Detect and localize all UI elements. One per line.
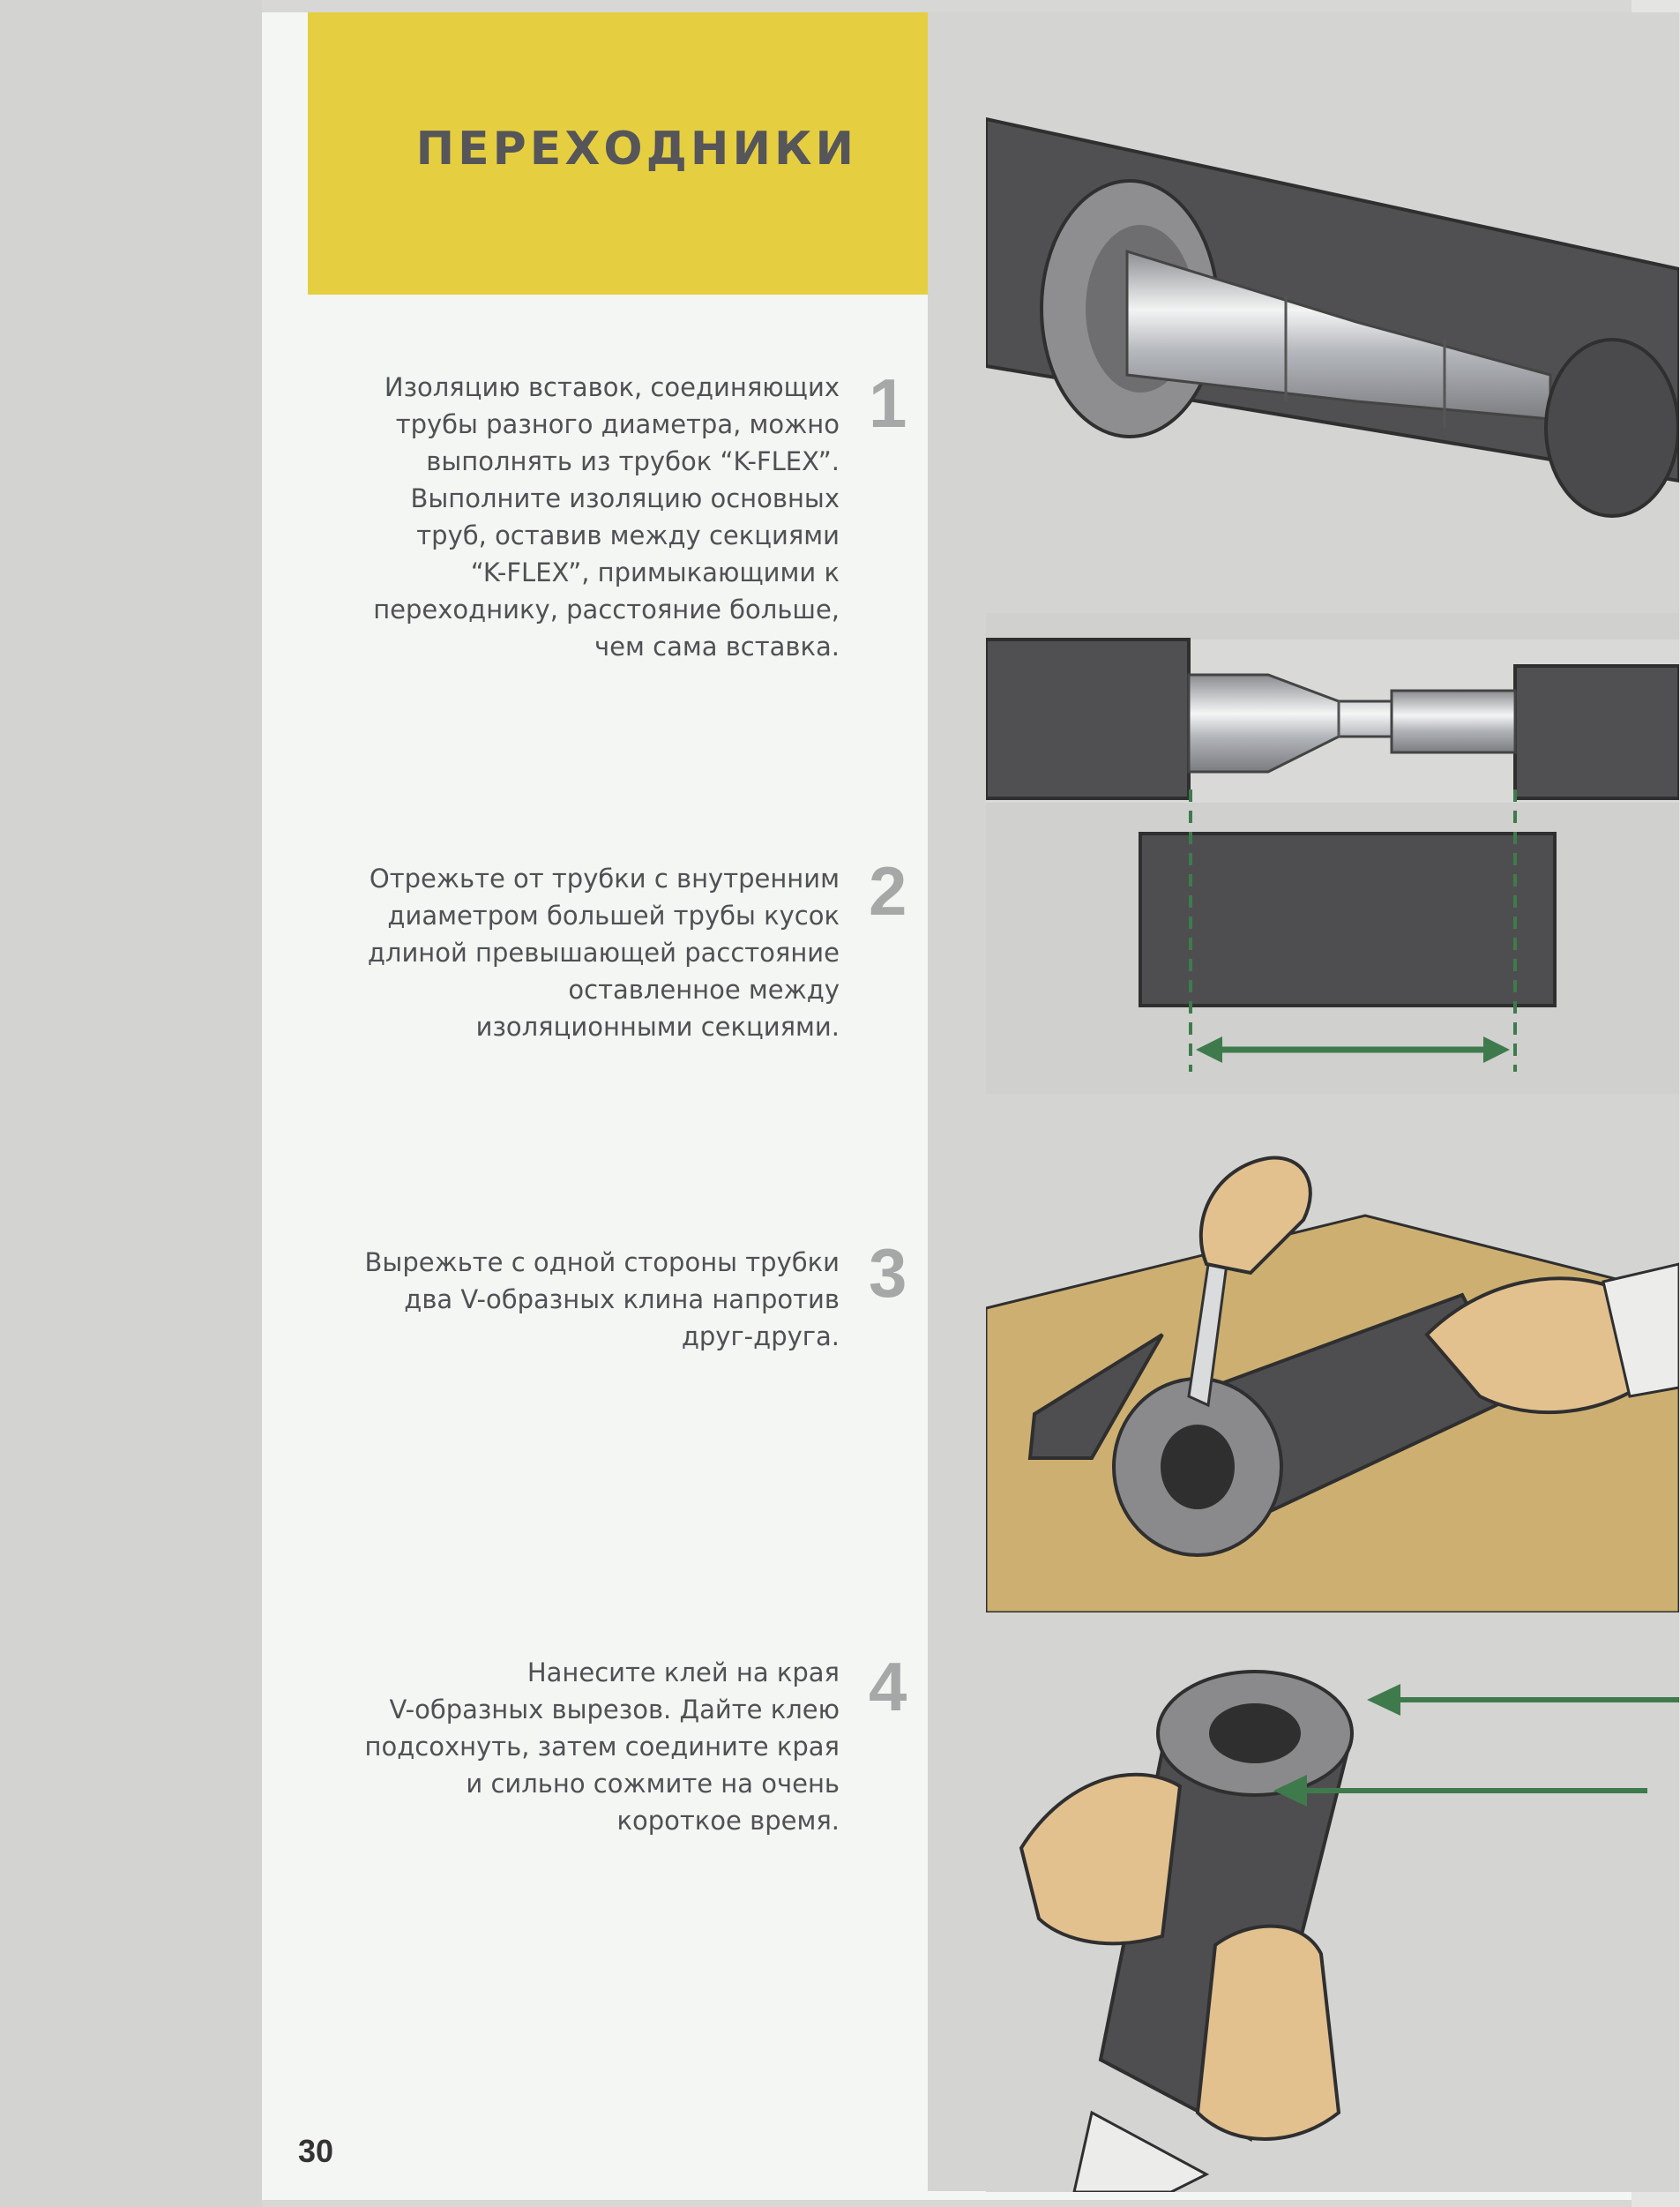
step-1-line: выполнять из трубок “K-FLEX”. bbox=[426, 446, 840, 476]
step-4-line: V-образных вырезов. Дайте клею bbox=[389, 1695, 840, 1724]
step-4-line: и сильно сожмите на очень bbox=[466, 1769, 840, 1799]
page-title: ПЕРЕХОДНИКИ bbox=[415, 123, 857, 176]
title-band bbox=[308, 12, 928, 295]
step-2-line: диаметром большей трубы кусок bbox=[387, 901, 840, 931]
step-3-line: Вырежьте с одной стороны трубки bbox=[364, 1247, 840, 1277]
step-2-line: Отрежьте от трубки с внутренним bbox=[369, 864, 840, 894]
step-4-number: 4 bbox=[869, 1648, 907, 1725]
figure-gluing-edges bbox=[986, 1654, 1679, 2192]
figure-cut-piece-measurement bbox=[986, 613, 1679, 1094]
step-1-line: Изоляцию вставок, соединяющих bbox=[384, 372, 840, 402]
left-margin-strip bbox=[0, 0, 262, 2207]
step-1-line: труб, оставив между секциями bbox=[416, 520, 840, 550]
step-1-number: 1 bbox=[869, 364, 907, 442]
step-2-line: оставленное между bbox=[568, 975, 840, 1005]
step-1-line: трубы разного диаметра, можно bbox=[395, 409, 840, 439]
step-2-number: 2 bbox=[869, 852, 907, 930]
step-2-line: изоляционными секциями. bbox=[475, 1012, 840, 1042]
step-3-line: друг-друга. bbox=[681, 1321, 840, 1351]
step-4-line: короткое время. bbox=[616, 1806, 840, 1836]
step-2-text bbox=[368, 860, 840, 1045]
figure-cutting-wedges bbox=[986, 1132, 1679, 1612]
step-4-line: Нанесите клей на края bbox=[526, 1657, 840, 1687]
step-3-line: два V-образных клина напротив bbox=[404, 1284, 840, 1314]
step-2-line: длиной превышающей расстояние bbox=[367, 938, 840, 968]
step-1-line: чем сама вставка. bbox=[594, 632, 840, 662]
step-1-line: переходнику, расстояние больше, bbox=[373, 595, 840, 625]
step-4-line: подсохнуть, затем соедините края bbox=[364, 1732, 840, 1762]
step-1-text bbox=[373, 369, 840, 665]
step-1-line: “K-FLEX”, примыкающими к bbox=[470, 557, 840, 587]
step-4-text bbox=[365, 1654, 840, 1839]
page-number: 30 bbox=[298, 2133, 334, 2169]
step-3-number: 3 bbox=[869, 1234, 907, 1312]
step-1-line: Выполните изоляцию основных bbox=[410, 483, 840, 513]
figure-reducer-insulated bbox=[986, 110, 1679, 626]
step-3-text bbox=[365, 1244, 840, 1355]
